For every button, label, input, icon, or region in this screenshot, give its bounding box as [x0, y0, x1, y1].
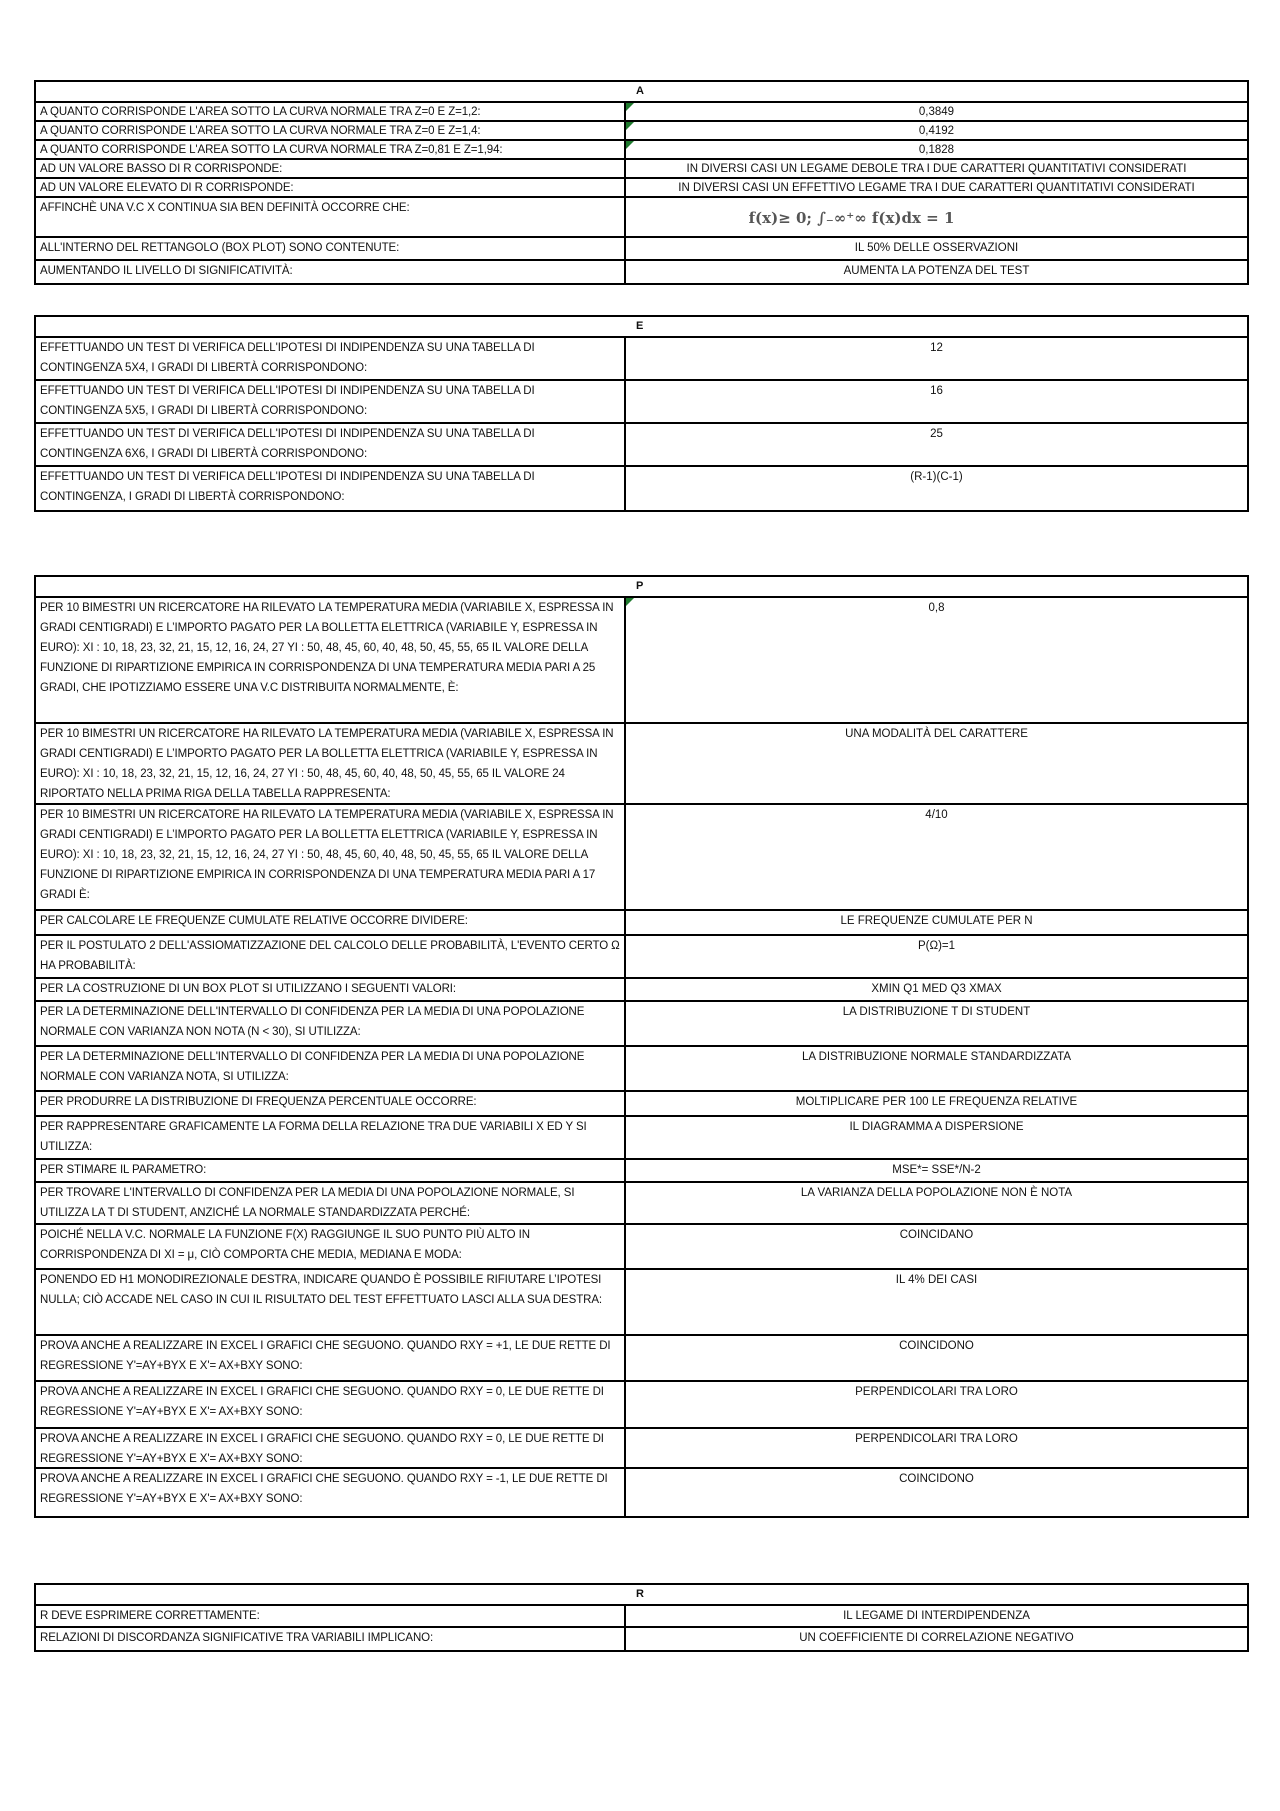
table-row: [36, 160, 1247, 179]
table-row: [36, 1225, 1247, 1270]
question-cell: PER 10 BIMESTRI UN RICERCATORE HA RILEVATO LA TEMPERATURA MEDIA (VARIABILE X, ESPRESSA IN GRADI CENTIGRADI) E L’IMPORTO PAGATO PER LA BOLLETTA ELETTRICA (VARIABILE Y, ESPRESSA IN EURO): XI : 10, 18, 23, 32, 21, 15, 12, 16, 24, 27 YI : 50, 48, 45, 60, 40, 48, 50, 45, 55, 65 IL VALORE DELLA FUNZIONE DI RIPARTIZIONE EMPIRICA IN CORRISPONDENZA DI UNA TEMPERATURA MEDIA PARI A 25 GRADI, CHE IPOTIZZIAMO ESSERE UNA V.C DISTRIBUITA NORMALMENTE, È:: [36, 598, 626, 722]
section-a-table: [34, 80, 1249, 285]
table-row: [36, 1270, 1247, 1336]
table-row: [36, 338, 1247, 381]
table-row: [36, 911, 1247, 936]
table-row: [36, 1047, 1247, 1092]
question-cell: AUMENTANDO IL LIVELLO DI SIGNIFICATIVITÀ:: [36, 261, 626, 283]
table-row: [36, 467, 1247, 510]
comment-marker-icon: [626, 122, 634, 130]
question-cell: EFFETTUANDO UN TEST DI VERIFICA DELL'IPOTESI DI INDIPENDENZA SU UNA TABELLA DI CONTINGENZA 5X5, I GRADI DI LIBERTÀ CORRISPONDONO:: [36, 381, 626, 422]
table-row: [36, 179, 1247, 198]
section-e-table: [34, 315, 1249, 512]
answer-cell: LA DISTRIBUZIONE T DI STUDENT: [842, 1006, 1031, 1018]
table-row: [36, 1092, 1247, 1117]
question-cell: EFFETTUANDO UN TEST DI VERIFICA DELL'IPOTESI DI INDIPENDENZA SU UNA TABELLA DI CONTINGENZA 5X4, I GRADI DI LIBERTÀ CORRISPONDONO:: [36, 338, 626, 379]
answer-cell: MOLTIPLICARE PER 100 LE FREQUENZA RELATIVE: [795, 1096, 1078, 1108]
question-cell: RELAZIONI DI DISCORDANZA SIGNIFICATIVE TRA VARIABILI IMPLICANO:: [36, 1628, 626, 1650]
table-row: [36, 979, 1247, 1002]
answer-cell: UNA MODALITÀ DEL CARATTERE: [845, 728, 1028, 740]
answer-cell: IL DIAGRAMMA A DISPERSIONE: [849, 1121, 1024, 1133]
answer-cell: IL LEGAME DI INTERDIPENDENZA: [843, 1610, 1030, 1622]
answer-cell: 16: [930, 385, 943, 397]
answer-cell: IN DIVERSI CASI UN EFFETTIVO LEGAME TRA I DUE CARATTERI QUANTITATIVI CONSIDERATI: [678, 182, 1195, 194]
answer-cell: 12: [930, 342, 943, 354]
question-cell: PER LA DETERMINAZIONE DELL'INTERVALLO DI CONFIDENZA PER LA MEDIA DI UNA POPOLAZIONE NORMALE CON VARIANZA NOTA, SI UTILIZZA:: [36, 1047, 626, 1090]
answer-cell: IL 50% DELLE OSSERVAZIONI: [854, 242, 1019, 254]
table-row: [36, 1606, 1247, 1628]
section-header: [36, 1585, 1247, 1606]
table-row: [36, 1382, 1247, 1429]
table-row: [36, 122, 1247, 141]
comment-marker-icon: [626, 141, 634, 149]
table-row: [36, 1160, 1247, 1183]
question-cell: A QUANTO CORRISPONDE L'AREA SOTTO LA CURVA NORMALE TRA Z=0,81 E Z=1,94:: [36, 141, 626, 158]
question-cell: AD UN VALORE ELEVATO DI R CORRISPONDE:: [36, 179, 626, 196]
answer-text: 0,3849: [918, 106, 955, 118]
question-cell: A QUANTO CORRISPONDE L'AREA SOTTO LA CURVA NORMALE TRA Z=0 E Z=1,2:: [36, 103, 626, 120]
section-header: [36, 317, 1247, 338]
question-cell: PROVA ANCHE A REALIZZARE IN EXCEL I GRAFICI CHE SEGUONO. QUANDO RXY = +1, LE DUE RETTE DI REGRESSIONE Y'=AY+BYX E X'= AX+BXY SONO:: [36, 1336, 626, 1380]
question-cell: PER 10 BIMESTRI UN RICERCATORE HA RILEVATO LA TEMPERATURA MEDIA (VARIABILE X, ESPRESSA IN GRADI CENTIGRADI) E L’IMPORTO PAGATO PER LA BOLLETTA ELETTRICA (VARIABILE Y, ESPRESSA IN EURO): XI : 10, 18, 23, 32, 21, 15, 12, 16, 24, 27 YI : 50, 48, 45, 60, 40, 48, 50, 45, 55, 65 IL VALORE DELLA FUNZIONE DI RIPARTIZIONE EMPIRICA IN CORRISPONDENZA DI UNA TEMPERATURA MEDIA PARI A 17 GRADI È:: [36, 805, 626, 909]
table-row: [36, 238, 1247, 261]
answer-cell: XMIN Q1 MED Q3 XMAX: [871, 983, 1002, 995]
question-cell: PER PRODURRE LA DISTRIBUZIONE DI FREQUENZA PERCENTUALE OCCORRE:: [36, 1092, 626, 1115]
table-row: [36, 381, 1247, 424]
answer-cell: LE FREQUENZE CUMULATE PER N: [840, 915, 1033, 927]
table-row: [36, 1469, 1247, 1516]
section-letter: A: [636, 85, 644, 97]
table-row: [36, 724, 1247, 805]
table-row: [36, 141, 1247, 160]
answer-cell: 25: [930, 428, 943, 440]
question-cell: PER CALCOLARE LE FREQUENZE CUMULATE RELATIVE OCCORRE DIVIDERE:: [36, 911, 626, 934]
table-row: [36, 198, 1247, 238]
section-header: [36, 82, 1247, 103]
question-cell: PER LA COSTRUZIONE DI UN BOX PLOT SI UTILIZZANO I SEGUENTI VALORI:: [36, 979, 626, 1000]
table-row: [36, 103, 1247, 122]
question-cell: PONENDO ED H1 MONODIREZIONALE DESTRA, INDICARE QUANDO È POSSIBILE RIFIUTARE L’IPOTESI NULLA; CIÒ ACCADE NEL CASO IN CUI IL RISULTATO DEL TEST EFFETTUATO LASCI ALLA SUA DESTRA:: [36, 1270, 626, 1334]
answer-cell: PERPENDICOLARI TRA LORO: [855, 1386, 1018, 1398]
question-cell: EFFETTUANDO UN TEST DI VERIFICA DELL'IPOTESI DI INDIPENDENZA SU UNA TABELLA DI CONTINGENZA, I GRADI DI LIBERTÀ CORRISPONDONO:: [36, 467, 626, 510]
answer-cell: COINCIDONO: [899, 1340, 974, 1352]
question-cell: AD UN VALORE BASSO DI R CORRISPONDE:: [36, 160, 626, 177]
question-cell: ALL'INTERNO DEL RETTANGOLO (BOX PLOT) SONO CONTENUTE:: [36, 238, 626, 259]
question-cell: PROVA ANCHE A REALIZZARE IN EXCEL I GRAFICI CHE SEGUONO. QUANDO RXY = -1, LE DUE RETTE DI REGRESSIONE Y'=AY+BYX E X'= AX+BXY SONO:: [36, 1469, 626, 1516]
density-formula: f(x)≥ 0; ∫₋∞⁺∞ f(x)dx = 1: [748, 209, 955, 227]
table-row: [36, 1429, 1247, 1469]
answer-cell: [626, 598, 1247, 722]
table-row: [36, 424, 1247, 467]
answer-cell: [626, 103, 1247, 120]
question-cell: PER 10 BIMESTRI UN RICERCATORE HA RILEVATO LA TEMPERATURA MEDIA (VARIABILE X, ESPRESSA IN GRADI CENTIGRADI) E L’IMPORTO PAGATO PER LA BOLLETTA ELETTRICA (VARIABILE Y, ESPRESSA IN EURO): XI : 10, 18, 23, 32, 21, 15, 12, 16, 24, 27 YI : 50, 48, 45, 60, 40, 48, 50, 45, 55, 65 IL VALORE 24 RIPORTATO NELLA PRIMA RIGA DELLA TABELLA RAPPRESENTA:: [36, 724, 626, 803]
section-r-table: [34, 1583, 1249, 1652]
table-row: [36, 261, 1247, 283]
answer-cell: AUMENTA LA POTENZA DEL TEST: [843, 265, 1030, 277]
question-cell: PER IL POSTULATO 2 DELL'ASSIOMATIZZAZIONE DEL CALCOLO DELLE PROBABILITÀ, L'EVENTO CERTO Ω HA PROBABILITÀ:: [36, 936, 626, 977]
answer-text: 0,8: [928, 602, 945, 614]
section-letter: P: [636, 580, 644, 592]
question-cell: POICHÉ NELLA V.C. NORMALE LA FUNZIONE F(X) RAGGIUNGE IL SUO PUNTO PIÙ ALTO IN CORRISPONDENZA DI XI = μ, CIÒ COMPORTA CHE MEDIA, MEDIANA E MODA:: [36, 1225, 626, 1268]
question-cell: PER LA DETERMINAZIONE DELL'INTERVALLO DI CONFIDENZA PER LA MEDIA DI UNA POPOLAZIONE NORMALE CON VARIANZA NON NOTA (N < 30), SI UTILIZZA:: [36, 1002, 626, 1045]
table-row: [36, 1117, 1247, 1160]
answer-text: 0,1828: [918, 144, 955, 156]
answer-cell: P(Ω)=1: [917, 940, 956, 952]
question-cell: PER TROVARE L'INTERVALLO DI CONFIDENZA PER LA MEDIA DI UNA POPOLAZIONE NORMALE, SI UTILIZZA LA T DI STUDENT, ANZICHÉ LA NORMALE STANDARDIZZATA PERCHÉ:: [36, 1183, 626, 1223]
question-cell: R DEVE ESPRIMERE CORRETTAMENTE:: [36, 1606, 626, 1626]
table-row: [36, 1628, 1247, 1650]
answer-cell: (R-1)(C-1): [910, 471, 963, 483]
answer-cell: [626, 198, 1247, 236]
answer-cell: IL 4% DEI CASI: [895, 1274, 978, 1286]
answer-cell: UN COEFFICIENTE DI CORRELAZIONE NEGATIVO: [799, 1632, 1074, 1644]
table-row: [36, 805, 1247, 911]
table-row: [36, 1336, 1247, 1382]
answer-cell: 4/10: [925, 809, 948, 821]
answer-cell: LA VARIANZA DELLA POPOLAZIONE NON È NOTA: [800, 1187, 1073, 1199]
answer-cell: [626, 122, 1247, 139]
answer-cell: IN DIVERSI CASI UN LEGAME DEBOLE TRA I DUE CARATTERI QUANTITATIVI CONSIDERATI: [686, 163, 1187, 175]
answer-cell: COINCIDONO: [899, 1473, 974, 1485]
section-letter: R: [636, 1588, 644, 1600]
question-cell: PER RAPPRESENTARE GRAFICAMENTE LA FORMA DELLA RELAZIONE TRA DUE VARIABILI X ED Y SI UTILIZZA:: [36, 1117, 626, 1158]
answer-cell: PERPENDICOLARI TRA LORO: [855, 1433, 1018, 1445]
question-cell: PER STIMARE IL PARAMETRO:: [36, 1160, 626, 1181]
question-cell: PROVA ANCHE A REALIZZARE IN EXCEL I GRAFICI CHE SEGUONO. QUANDO RXY = 0, LE DUE RETTE DI REGRESSIONE Y'=AY+BYX E X'= AX+BXY SONO:: [36, 1382, 626, 1427]
answer-cell: MSE*= SSE*/N-2: [892, 1164, 981, 1176]
table-row: [36, 1183, 1247, 1225]
section-p-table: [34, 575, 1249, 1518]
answer-cell: LA DISTRIBUZIONE NORMALE STANDARDIZZATA: [801, 1051, 1071, 1063]
comment-marker-icon: [626, 103, 634, 111]
answer-text: 0,4192: [918, 125, 955, 137]
table-row: [36, 598, 1247, 724]
question-cell: EFFETTUANDO UN TEST DI VERIFICA DELL'IPOTESI DI INDIPENDENZA SU UNA TABELLA DI CONTINGENZA 6X6, I GRADI DI LIBERTÀ CORRISPONDONO:: [36, 424, 626, 465]
section-header: [36, 577, 1247, 598]
table-row: [36, 1002, 1247, 1047]
comment-marker-icon: [626, 598, 634, 606]
question-cell: PROVA ANCHE A REALIZZARE IN EXCEL I GRAFICI CHE SEGUONO. QUANDO RXY = 0, LE DUE RETTE DI REGRESSIONE Y'=AY+BYX E X'= AX+BXY SONO:: [36, 1429, 626, 1467]
question-cell: A QUANTO CORRISPONDE L'AREA SOTTO LA CURVA NORMALE TRA Z=0 E Z=1,4:: [36, 122, 626, 139]
question-cell: AFFINCHÈ UNA V.C X CONTINUA SIA BEN DEFINITÀ OCCORRE CHE:: [36, 198, 626, 236]
answer-cell: [626, 141, 1247, 158]
section-letter: E: [636, 320, 644, 332]
table-row: [36, 936, 1247, 979]
answer-cell: COINCIDANO: [899, 1229, 974, 1241]
